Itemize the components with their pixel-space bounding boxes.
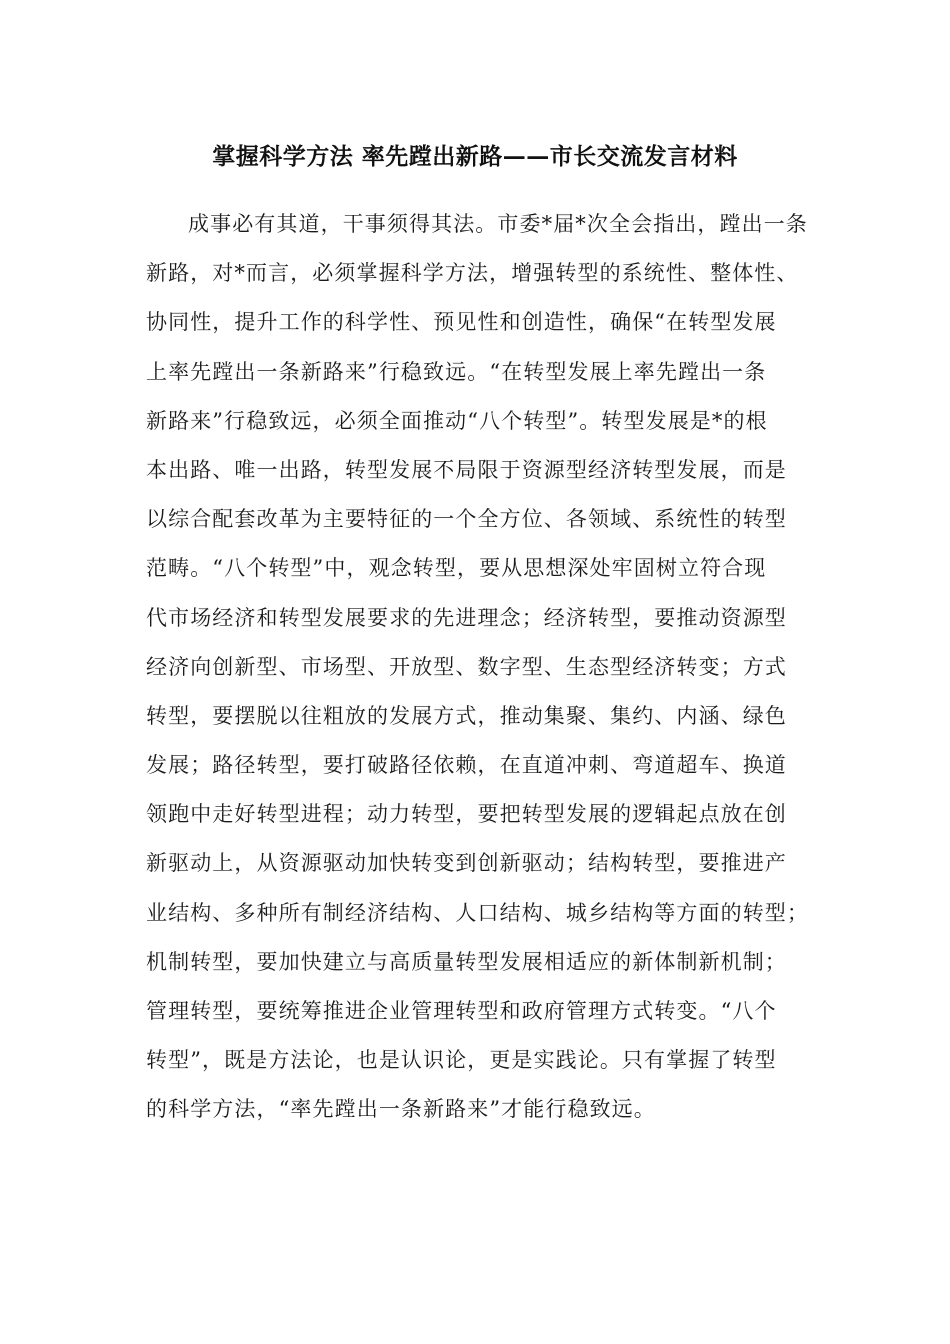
paragraph-line: 本出路、唯一出路，转型发展不局限于资源型经济转型发展，而是 — [146, 457, 787, 482]
paragraph-line: 转型，要摆脱以往粗放的发展方式，推动集聚、集约、内涵、绿色 — [146, 703, 787, 728]
document-title: 掌握科学方法 率先蹚出新路——市长交流发言材料 — [212, 143, 738, 170]
paragraph-line: 发展；路径转型，要打破路径依赖，在直道冲刺、弯道超车、换道 — [146, 753, 787, 778]
paragraph-line: 管理转型，要统筹推进企业管理转型和政府管理方式转变。“八个 — [146, 999, 777, 1023]
paragraph-line: 经济向创新型、市场型、开放型、数字型、生态型经济转变；方式 — [146, 654, 787, 679]
paragraph-line: 机制转型，要加快建立与高质量转型发展相适应的新体制新机制； — [146, 949, 787, 974]
paragraph-line: 成事必有其道，干事须得其法。市委*届*次全会指出，蹚出一条 — [188, 212, 808, 236]
paragraph-line: 转型”，既是方法论，也是认识论，更是实践论。只有掌握了转型 — [146, 1048, 777, 1073]
paragraph-line: 协同性，提升工作的科学性、预见性和创造性，确保“在转型发展 — [146, 310, 777, 335]
document-body — [146, 200, 809, 1135]
paragraph-line: 以综合配套改革为主要特征的一个全方位、各领域、系统性的转型 — [146, 507, 787, 532]
paragraph-line: 的科学方法，“率先蹚出一条新路来”才能行稳致远。 — [146, 1097, 656, 1122]
paragraph-line: 业结构、多种所有制经济结构、人口结构、城乡结构等方面的转型； — [146, 900, 809, 925]
paragraph-line: 范畴。“八个转型”中，观念转型，要从思想深处牢固树立符合现 — [146, 556, 767, 581]
paragraph-line: 新路来”行稳致远，必须全面推动“八个转型”。转型发展是*的根 — [146, 408, 768, 433]
paragraph-line: 上率先蹚出一条新路来”行稳致远。“在转型发展上率先蹚出一条 — [146, 359, 767, 384]
paragraph-line: 新驱动上，从资源驱动加快转变到创新驱动；结构转型，要推进产 — [146, 851, 787, 876]
paragraph-line: 领跑中走好转型进程；动力转型，要把转型发展的逻辑起点放在创 — [146, 802, 787, 827]
paragraph-line: 代市场经济和转型发展要求的先进理念；经济转型，要推动资源型 — [146, 605, 787, 630]
paragraph-line: 新路，对*而言，必须掌握科学方法，增强转型的系统性、整体性、 — [146, 261, 799, 286]
